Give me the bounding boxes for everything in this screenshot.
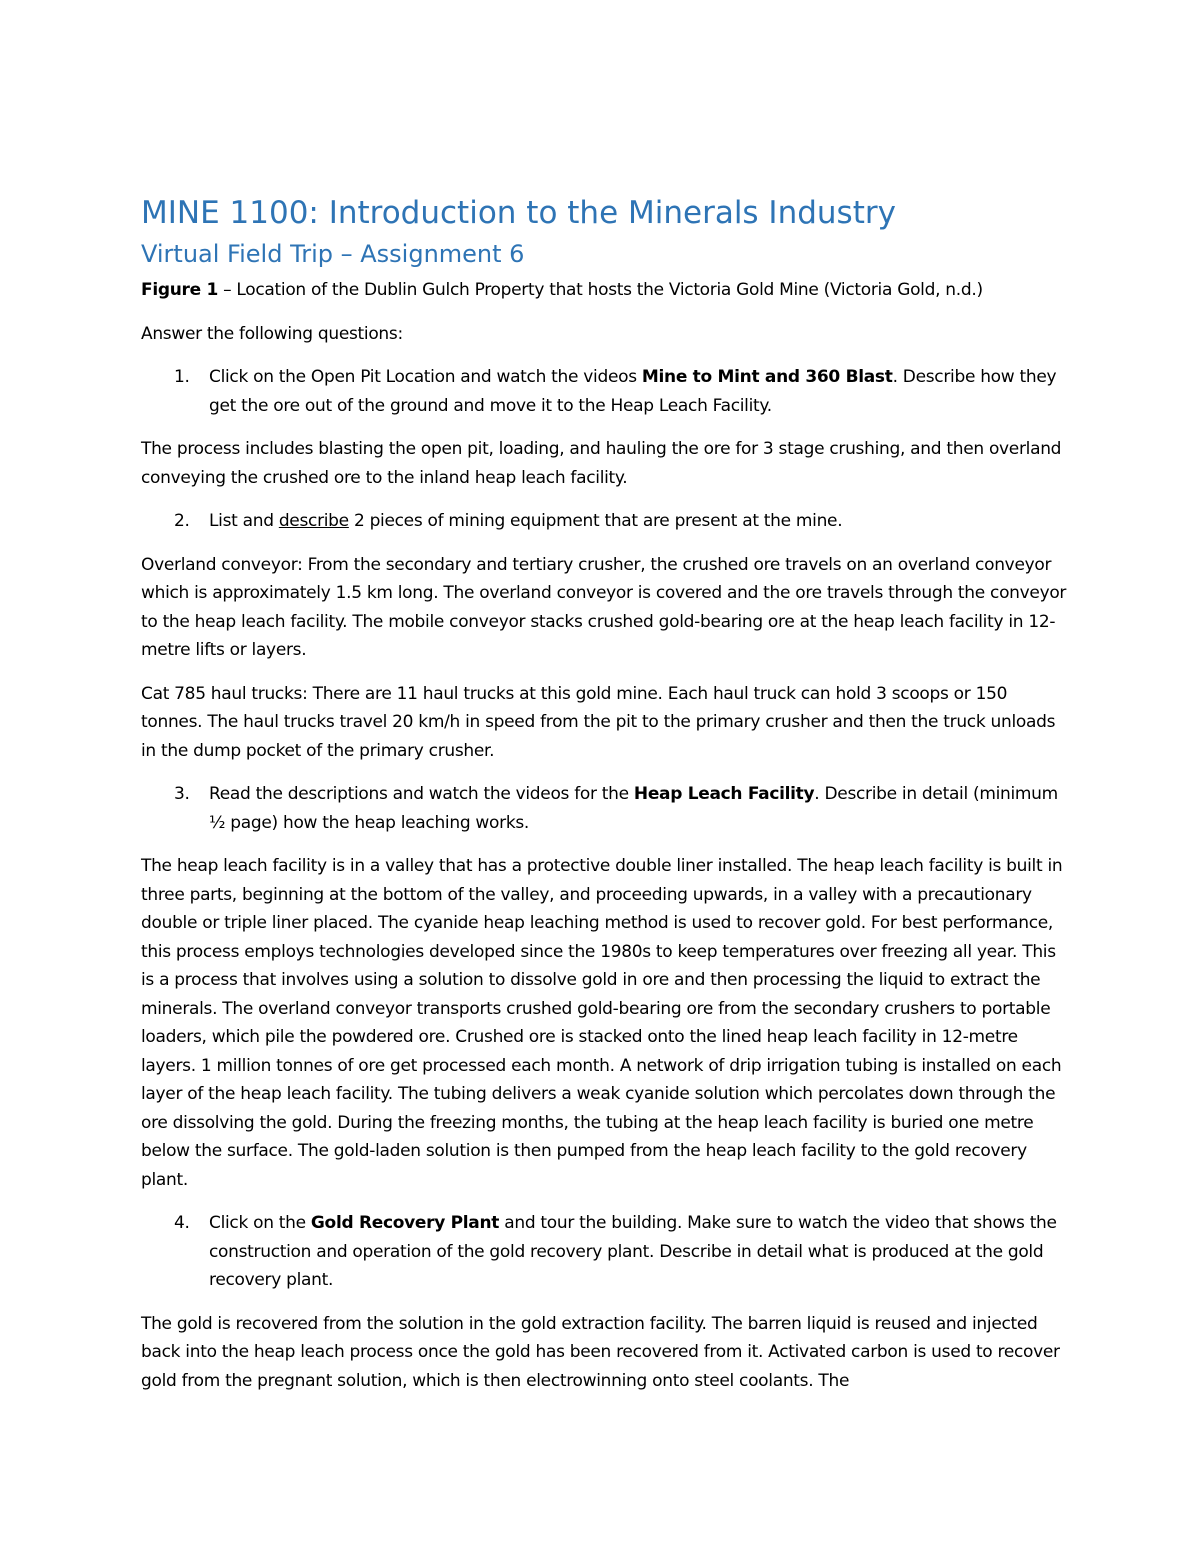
question-emphasis: Mine to Mint and 360 Blast [641, 367, 893, 387]
question-text-part: and tour the building. Make sure to watch the video that shows the construction and operation of the gold recovery plant. Describe in detail what is produced at the gold recovery plant. [209, 1213, 1057, 1290]
question-text-part: List and [209, 511, 279, 531]
answer-2-haul-trucks: Cat 785 haul trucks: There are 11 haul trucks at this gold mine. Each haul truck can hold 3 scoops or 150 tonnes. The haul trucks travel 20 km/h in speed from the pit to the primary crusher and then the truck unloads in the dump pocket of the primary crusher. [141, 683, 1056, 761]
answer-1: The process includes blasting the open pit, loading, and hauling the ore for 3 stage crushing, and then overland conveying the crushed ore to the inland heap leach facility. [141, 439, 1062, 488]
question-1 [141, 363, 1071, 420]
question-text [209, 363, 1071, 420]
question-number: 2. [174, 511, 190, 531]
question-3 [141, 780, 1071, 837]
question-2 [141, 507, 1071, 536]
question-4 [141, 1209, 1071, 1295]
question-text [209, 1209, 1071, 1295]
intro-text: Answer the following questions: [141, 323, 403, 344]
question-text-part: Click on the [209, 1213, 311, 1233]
question-text-part: 2 pieces of mining equipment that are present at the mine. [348, 511, 843, 531]
question-number: 4. [174, 1213, 190, 1233]
document-page [141, 190, 1071, 1410]
question-emphasis: Heap Leach Facility [633, 784, 815, 804]
document-title: MINE 1100: Introduction to the Minerals Industry [141, 195, 896, 231]
question-number: 1. [174, 367, 190, 387]
figure-caption-text: – Location of the Dublin Gulch Property that hosts the Victoria Gold Mine (Victoria Gold, n.d.) [217, 280, 983, 300]
figure-caption [141, 276, 1071, 305]
question-emphasis: Gold Recovery Plant [310, 1213, 500, 1233]
answer-4: The gold is recovered from the solution in the gold extraction facility. The barren liquid is reused and injected back into the heap leach process once the gold has been recovered from it. Activated carbon is used to recover gold from the pregnant solution, which is then electrowinning onto steel coolants. The [141, 1313, 1060, 1391]
document-subtitle: Virtual Field Trip – Assignment 6 [141, 240, 525, 268]
figure-label: Figure 1 [141, 280, 218, 300]
answer-2-conveyor: Overland conveyor: From the secondary and tertiary crusher, the crushed ore travels on an overland conveyor which is approximately 1.5 km long. The overland conveyor is covered and the ore travels through the conveyor to the heap leach facility. The mobile conveyor stacks crushed gold-bearing ore at the heap leach facility in 12-metre lifts or layers. [141, 554, 1067, 660]
question-text [209, 507, 1071, 536]
answer-3: The heap leach facility is in a valley that has a protective double liner installed. The heap leach facility is built in three parts, beginning at the bottom of the valley, and proceeding upwards, in a valley with a precautionary double or triple liner placed. The cyanide heap leaching method is used to recover gold. For best performance, this process employs technologies developed since the 1980s to keep temperatures over freezing all year. This is a process that involves using a solution to dissolve gold in ore and then processing the liquid to extract the minerals. The overland conveyor transports crushed gold-bearing ore from the secondary crushers to portable loaders, which pile the powdered ore. Crushed ore is stacked onto the lined heap leach facility in 12-metre layers. 1 million tonnes of ore get processed each month. A network of drip irrigation tubing is installed on each layer of the heap leach facility. The tubing delivers a weak cyanide solution which percolates down through the ore dissolving the gold. During the freezing months, the tubing at the heap leach facility is buried one metre below the surface. The gold-laden solution is then pumped from the heap leach facility to the gold recovery plant. [141, 856, 1063, 1190]
question-text [209, 780, 1071, 837]
question-text-part: . Describe how they get the ore out of the ground and move it to the Heap Leach Facility. [209, 367, 1057, 416]
question-underlined: describe [278, 511, 349, 531]
question-number: 3. [174, 784, 190, 804]
question-text-part: Click on the Open Pit Location and watch the videos [209, 367, 642, 387]
question-text-part: . Describe in detail (minimum ½ page) how the heap leaching works. [209, 784, 1058, 833]
question-text-part: Read the descriptions and watch the videos for the [209, 784, 634, 804]
